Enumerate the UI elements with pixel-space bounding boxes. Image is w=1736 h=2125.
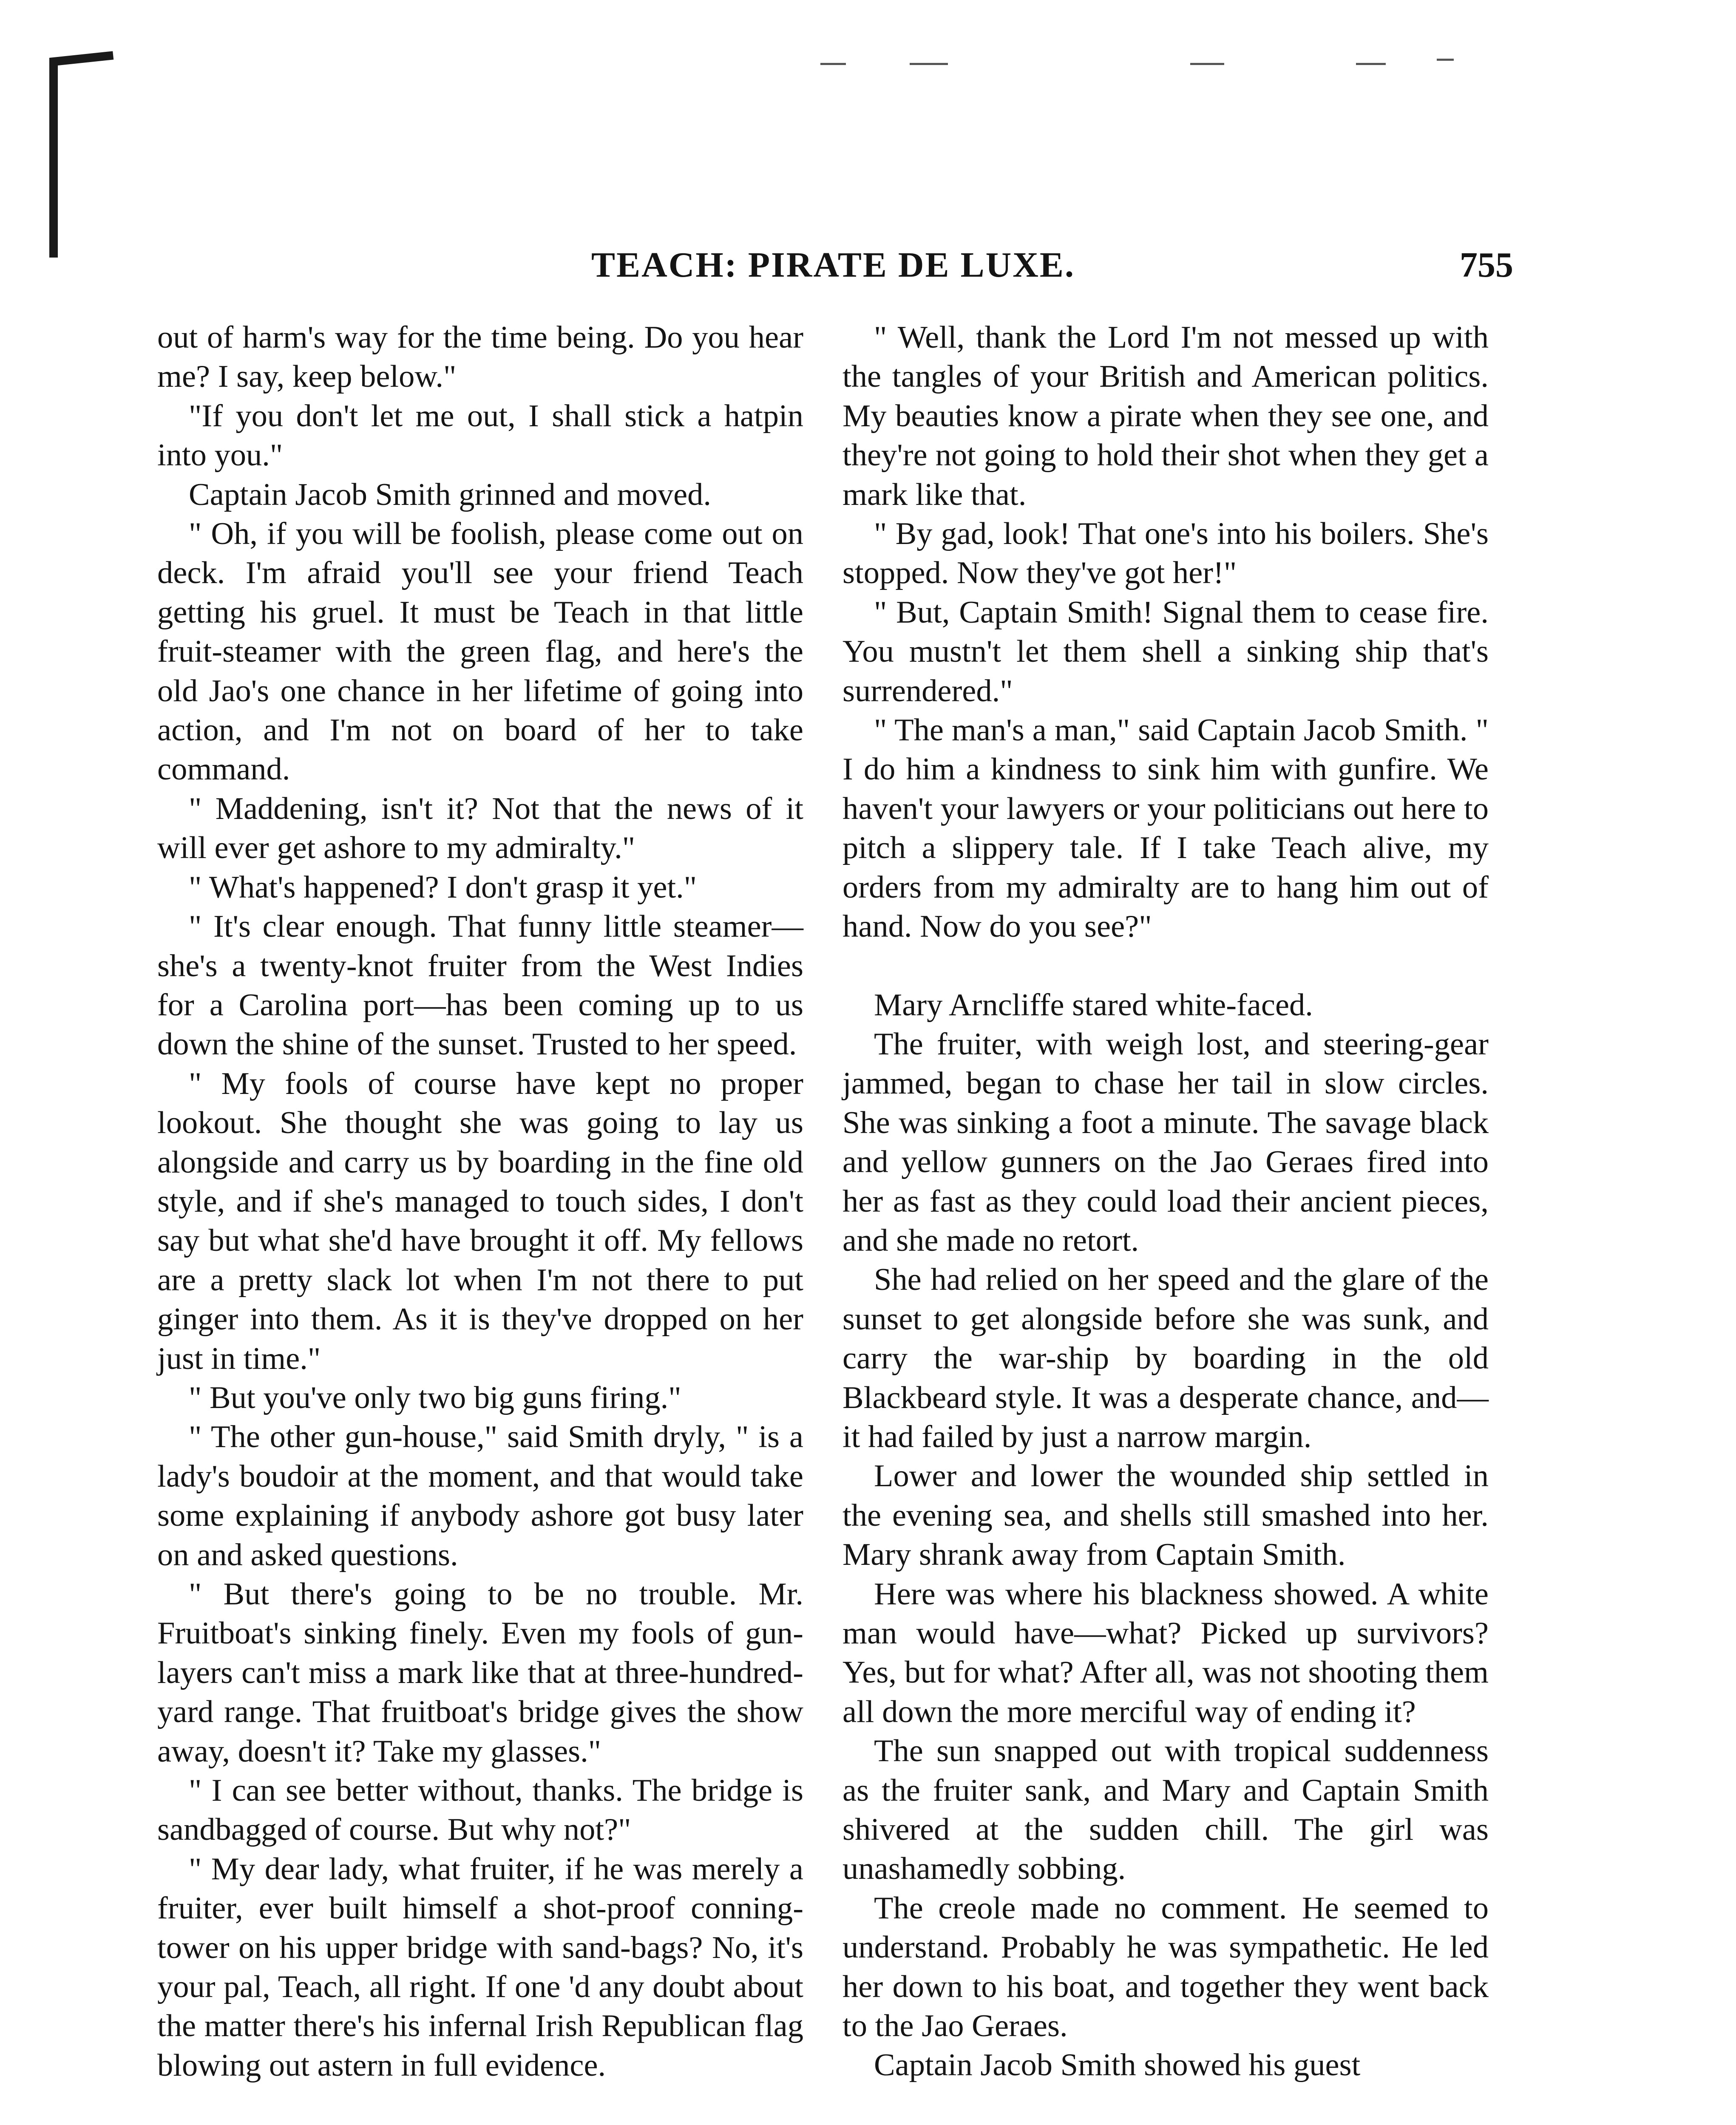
paragraph: " It's clear enough. That funny little steamer—she's a twenty-knot fruiter from the West Indies for a Carolina port—has been coming up to us down the shine of the sunset. Trusted to her speed.: [157, 909, 803, 1062]
paragraph: " Oh, if you will be foolish, please come out on deck. I'm afraid you'll see your friend Teach getting his gruel. It must be Teach in that little fruit-steamer with the green flag, and here's the old Jao's one chance in her lifetime of going into action, and I'm not on board of her to take command.: [157, 516, 803, 787]
running-title: TEACH: PIRATE DE LUXE.: [591, 245, 1075, 285]
scan-artifact-dash: [910, 63, 948, 65]
scan-corner-mark: [49, 58, 58, 258]
paragraph: The fruiter, with weigh lost, and steering-gear jammed, began to chase her tail in slow circles. She was sinking a foot a minute. The savage black and yellow gunners on the Jao Geraes fired into her as fast as they could load their ancient pieces, and she made no retort.: [842, 1026, 1489, 1258]
page-header: [153, 244, 1513, 291]
paragraph: " Maddening, isn't it? Not that the news of it will ever get ashore to my admiralty.": [157, 791, 803, 866]
scan-artifact-dash: [1437, 59, 1454, 61]
paragraph: " But you've only two big guns firing.": [189, 1380, 681, 1415]
paragraph: out of harm's way for the time being. Do you hear me? I say, keep below.": [157, 320, 803, 394]
paragraph: " My fools of course have kept no proper lookout. She thought she was going to lay us alongside and carry us by boarding in the fine old style, and if she's managed to touch sides, I don't say but what she'd have brought it off. My fellows are a pretty slack lot when I'm not there to put ginger into them. As it is they've dropped on her just in time.": [157, 1066, 803, 1376]
paragraph: Captain Jacob Smith showed his guest: [874, 2048, 1361, 2083]
scan-artifact-dash: [1356, 63, 1386, 65]
scan-artifact-dash: [1190, 63, 1224, 65]
left-column: [157, 318, 803, 2085]
paragraph: "If you don't let me out, I shall stick a hatpin into you.": [157, 398, 803, 473]
paragraph: The sun snapped out with tropical suddenness as the fruiter sank, and Mary and Captain Smith shivered at the sudden chill. The girl was unashamedly sobbing.: [842, 1734, 1489, 1887]
paragraph: Lower and lower the wounded ship settled in the evening sea, and shells still smashed into her. Mary shrank away from Captain Smith.: [842, 1459, 1489, 1572]
paragraph: " By gad, look! That one's into his boilers. She's stopped. Now they've got her!": [842, 516, 1489, 591]
paragraph: " Well, thank the Lord I'm not messed up with the tangles of your British and American politics. My beauties know a pirate when they see one, and they're not going to hold their shot when they get a mark like that.: [842, 320, 1489, 512]
page-number: 755: [1460, 245, 1513, 285]
right-column: [842, 318, 1489, 2085]
paragraph: " I can see better without, thanks. The bridge is sandbagged of course. But why not?": [157, 1773, 803, 1847]
paragraph: Mary Arncliffe stared white-faced.: [874, 987, 1313, 1023]
scan-artifact-dash: [820, 63, 846, 65]
paragraph: " But there's going to be no trouble. Mr. Fruitboat's sinking finely. Even my fools of gun-layers can't miss a mark like that at three-hundred-yard range. That fruitboat's bridge gives the show away, doesn't it? Take my glasses.": [157, 1577, 803, 1769]
paragraph: " My dear lady, what fruiter, if he was merely a fruiter, ever built himself a shot-proof conning-tower on his upper bridge with sand-bags? No, it's your pal, Teach, all right. If one 'd any doubt about the matter there's his infernal Irish Republican flag blowing out astern in full evidence.: [157, 1851, 803, 2083]
paragraph: She had relied on her speed and the glare of the sunset to get alongside before she was sunk, and carry the war-ship by boarding in the old Blackbeard style. It was a desperate chance, and—it had failed by just a narrow margin.: [842, 1262, 1489, 1454]
paragraph: " The other gun-house," said Smith dryly, " is a lady's boudoir at the moment, and that would take some explaining if anybody ashore got busy later on and asked questions.: [157, 1420, 803, 1572]
paragraph: " What's happened? I don't grasp it yet.": [189, 870, 697, 905]
paragraph: Captain Jacob Smith grinned and moved.: [189, 477, 712, 512]
paragraph: Here was where his blackness showed. A white man would have—what? Picked up survivors? Yes, but for what? After all, was not shooting them all down the more merciful way of ending it?: [842, 1576, 1489, 1729]
paragraph: " But, Captain Smith! Signal them to cease fire. You mustn't let them shell a sinking ship that's surrendered.": [842, 595, 1489, 708]
scan-corner-mark-top: [49, 51, 113, 66]
paragraph: The creole made no comment. He seemed to understand. Probably he was sympathetic. He led her down to his boat, and together they went back to the Jao Geraes.: [842, 1890, 1489, 2044]
paragraph: " The man's a man," said Captain Jacob Smith. " I do him a kindness to sink him with gunfire. We haven't your lawyers or your politicians out here to pitch a slippery tale. If I take Teach alive, my orders from my admiralty are to hang him out of hand. Now do you see?": [842, 713, 1489, 944]
